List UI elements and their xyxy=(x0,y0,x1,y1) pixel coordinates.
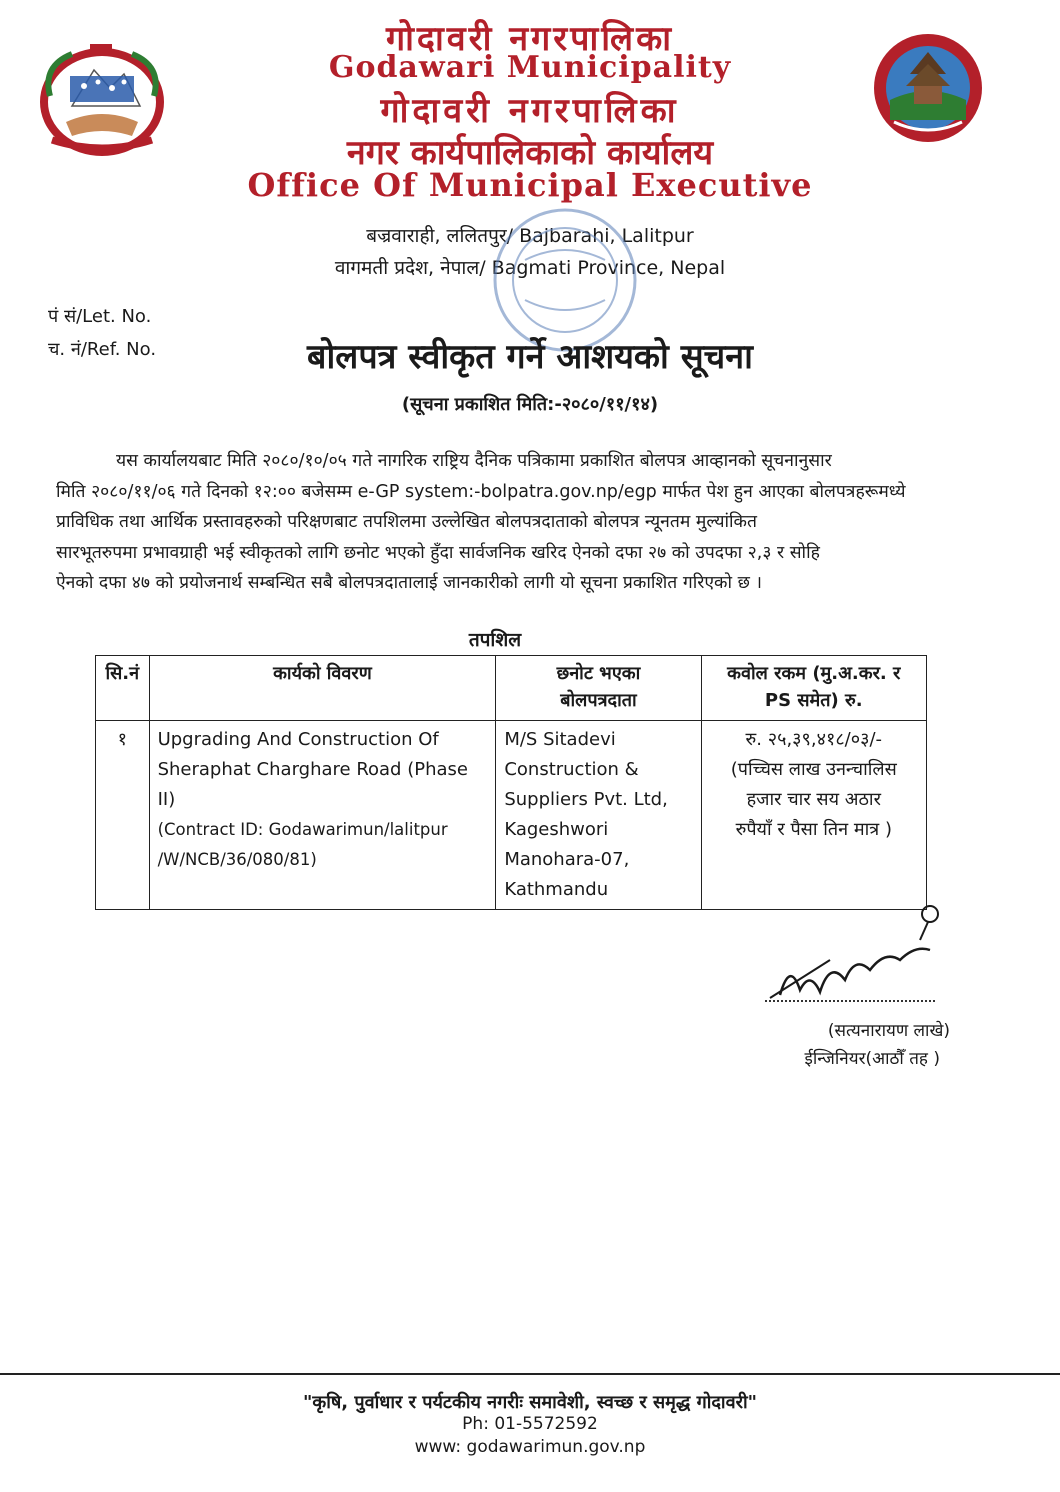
footer-divider xyxy=(0,1373,1060,1375)
amount-line: (पच्चिस लाख उनन्चालिस xyxy=(730,759,897,780)
reference-number-label: च. नं/Ref. No. xyxy=(48,339,157,360)
notice-body-line: मिति २०८०/११/०६ गते दिनको १२:०० बजेसम्म e-GP system:-bolpatra.gov.np/egp मार्फत पेश हुन आएका बोलपत्रहरूमध्ये xyxy=(56,481,906,502)
bid-details-table xyxy=(95,655,927,910)
description-line: /W/NCB/36/080/81) xyxy=(157,850,317,869)
footer-motto: "कृषि, पुर्वाधार र पर्यटकीय नगरीः समावेशी, स्वच्छ र समृद्ध गोदावरी" xyxy=(303,1392,757,1413)
godawari-municipality-logo-icon xyxy=(870,30,986,146)
office-name-english: Office Of Municipal Executive xyxy=(247,166,813,204)
nepal-government-emblem-icon xyxy=(32,36,172,158)
notice-body-line: यस कार्यालयबाट मिति २०८०/१०/०५ गते नागरिक राष्ट्रिय दैनिक पत्रिकामा प्रकाशित बोलपत्र आव्हानको सूचनानुसार xyxy=(116,451,832,471)
letter-number-label: पं सं/Let. No. xyxy=(48,306,152,327)
header-sn: सि.नं xyxy=(96,656,150,721)
address-line-2: वागमती प्रदेश, नेपाल/ Bagmati Province, Nepal xyxy=(334,257,726,279)
header-description: कार्यको विवरण xyxy=(149,656,496,721)
footer-website: www: godawarimun.gov.np xyxy=(414,1437,646,1457)
published-date: (सूचना प्रकाशित मिति:-२०८०/११/१४) xyxy=(401,394,659,415)
description-line: Upgrading And Construction Of xyxy=(157,729,439,750)
bidder-line: Construction & xyxy=(504,759,639,780)
notice-body-line: प्राविधिक तथा आर्थिक प्रस्तावहरुको परिक्षणबाट तपशिलमा उल्लेखित बोलपत्रदाताको बोलपत्र न्यूनतम मुल्यांकित xyxy=(56,512,757,532)
notice-title: बोलपत्र स्वीकृत गर्ने आशयको सूचना xyxy=(307,337,753,377)
bidder-line: Manohara-07, xyxy=(504,849,630,870)
bidder-line: Kageshwori xyxy=(504,819,609,840)
header-amount xyxy=(701,656,926,721)
footer-phone: Ph: 01-5572592 xyxy=(462,1414,598,1434)
signature-line xyxy=(765,1000,935,1002)
cell-bidder xyxy=(496,721,701,910)
header-bidder-line: बोलपत्रदाता xyxy=(560,690,637,711)
cell-description xyxy=(149,721,496,910)
header-amount-line: कवोल रकम (मु.अ.कर. र xyxy=(727,663,901,684)
office-name-nepali: नगर कार्यपालिकाको कार्यालय xyxy=(346,133,714,173)
address-line-1: बज्रवाराही, ललितपुर/ Bajbarahi, Lalitpur xyxy=(366,225,694,247)
description-line: Sheraphat Charghare Road (Phase II) xyxy=(157,759,468,810)
signatory-designation: ईन्जिनियर(आठौँ तह ) xyxy=(804,1049,940,1069)
bidder-line: Suppliers Pvt. Ltd, xyxy=(504,789,668,810)
bidder-line: M/S Sitadevi xyxy=(504,729,616,750)
notice-body-line: सारभूतरुपमा प्रभावग्राही भई स्वीकृतको लागि छनोट भएको हुँदा सार्वजनिक खरिद ऐनको दफा २७ को उपदफा २,३ र सोहि xyxy=(56,542,820,563)
table-row xyxy=(96,721,927,910)
cell-amount xyxy=(701,721,926,910)
notice-body-line: ऐनको दफा ४७ को प्रयोजनार्थ सम्बन्धित सबै बोलपत्रदातालाई जानकारीको लागी यो सूचना प्रकाशित गरिएको छ । xyxy=(56,573,763,593)
cell-sn: १ xyxy=(96,721,150,910)
amount-line: रुपैयाँ र पैसा तिन मात्र ) xyxy=(735,819,892,840)
municipality-name-english: Godawari Municipality xyxy=(328,50,732,85)
municipality-name-nepali: गोदावरी नगरपालिका xyxy=(385,19,675,59)
header-bidder-line: छनोट भएका xyxy=(556,663,641,684)
municipality-name-newari: गोदावरी नगरपालिका xyxy=(380,91,680,131)
header-amount-line: PS समेत) रु. xyxy=(764,690,863,711)
signatory-name: (सत्यनारायण लाखे) xyxy=(827,1021,950,1041)
table-title: तपशिल xyxy=(468,629,522,651)
notice-body xyxy=(56,446,936,599)
header-bidder xyxy=(496,656,701,721)
table-header-row xyxy=(96,656,927,721)
handwritten-signature-icon xyxy=(760,900,960,1010)
amount-line: रु. २५,३९,४१८/०३/- xyxy=(745,729,883,750)
description-line: (Contract ID: Godawarimun/lalitpur xyxy=(157,820,448,839)
bidder-line: Kathmandu xyxy=(504,879,609,900)
amount-line: हजार चार सय अठार xyxy=(746,789,881,810)
